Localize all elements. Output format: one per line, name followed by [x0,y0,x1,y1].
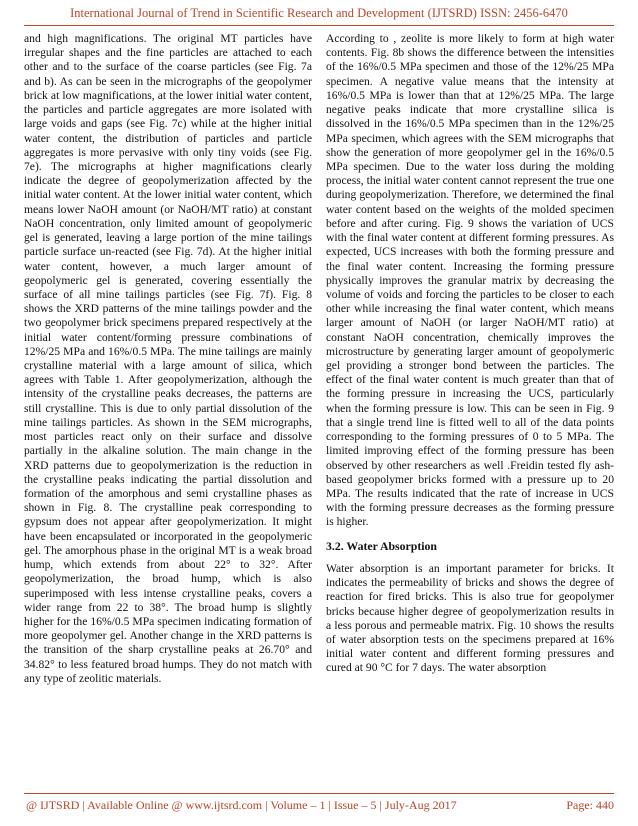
header-divider [24,25,614,26]
body-paragraph: Water absorption is an important parameter for bricks. It indicates the permeability of bricks and shows the degree of reaction for fired bricks. This is also true for geopolymer bricks because higher degree of geopolymerization results in a less porous and permeable matrix. Fig. 10 shows the results of water absorption tests on the specimens prepared at 16% initial water content and different forming pressures and cured at 90 °C for 7 days. The water absorption [326,561,614,675]
body-paragraph: and high magnifications. The original MT particles have irregular shapes and the fine particles are attached to each other and to the surface of the coarse particles (see Fig. 7a and b). As can be seen in the micrographs of the geopolymer brick at low magnifications, at the lower initial water content, the particles and particle aggregates are more isolated with large voids and gaps (see Fig. 7c) while at the higher initial water content, the distribution of particles and particle aggregates is more pervasive with only tiny voids (see Fig. 7e). The micrographs at higher magnifications clearly indicate the degree of geopolymerization affected by the initial water content. At the lower initial water content, which means lower NaOH amount (or NaOH/MT ratio) at constant NaOH concentration, only limited amount of geopolymeric gel is generated, leaving a large portion of the mine tailings particle surface un-reacted (see Fig. 7d). At the higher initial water content, however, a much larger amount of geopolymeric gel is generated, covering essentially the surface of all mine tailings particles (see Fig. 7f). Fig. 8 shows the XRD patterns of the mine tailings powder and the two geopolymer brick specimens prepared respectively at the initial water content/forming pressure combinations of 12%/25 MPa and 16%/0.5 MPa. The mine tailings are mainly crystalline material with a large amount of silica, which agrees with Table 1. After geopolymerization, although the intensity of the crystalline peaks decreases, the patterns are still crystalline. This is due to only partial dissolution of the mine tailings particles. As shown in the SEM micrographs, most particles react only on their surface and dissolve partially in the alkaline solution. The main change in the XRD patterns due to geopolymerization is the reduction in the crystalline peaks indicating the partial dissolution and formation of the amorphous and semi crystalline phases as shown in Fig. 8. The crystalline peak corresponding to gypsum does not appear after geopolymerization. It might have been encapsulated or incorporated in the geopolymeric gel. The amorphous phase in the original MT is a weak broad hump, which extends from about 22° to 32°. After geopolymerization, the broad hump, which is also superimposed with less intense crystalline peaks, covers a wider range from 22 to 38°. The broad hump is slightly higher for the 16%/0.5 MPa specimen indicating formation of more geopolymer gel. Another change in the XRD patterns is the transition of the sharp crystalline peaks at 26.70° and 34.82° to less featured broad humps. They do not match with any type of zeolitic materials. [24,32,312,685]
journal-header: International Journal of Trend in Scientific Research and Development (IJTSRD) ISSN: 2456-6470 [70,6,568,20]
left-column [24,32,312,787]
footer-divider [24,793,614,794]
right-column [326,32,614,787]
section-heading: 3.2. Water Absorption [326,538,437,553]
page-footer [24,798,614,816]
footer-citation: @ IJTSRD | Available Online @ www.ijtsrd.com | Volume – 1 | Issue – 5 | July-Aug 2017 [26,798,457,812]
body-paragraph: According to , zeolite is more likely to form at high water contents. Fig. 8b shows the difference between the intensities of the 16%/0.5 MPa specimen and those of the 12%/25 MPa specimen. A negative value means that the intensity at 16%/0.5 MPa is lower than that at 12%/25 MPa. The large negative peaks indicate that more crystalline silica is dissolved in the 16%/0.5 MPa specimen than in the 12%/25 MPa specimen, which agrees with the SEM micrographs that show the generation of more geopolymer gel in the 16%/0.5 MPa specimen. Due to the water loss during the molding process, the initial water content cannot represent the true one during geopolymerization. Therefore, we determined the final water content based on the weights of the molded specimen before and after curing. Fig. 9 shows the variation of UCS with the final water content at different forming pressures. As expected, UCS increases with both the forming pressure and the final water content. Increasing the forming pressure physically improves the granular matrix by decreasing the volume of voids and forcing the particles to be closer to each other while increasing the final water content, which means larger amount of NaOH (or larger NaOH/MT ratio) at constant NaOH concentration, chemically improves the microstructure by generating larger amount of geopolymeric gel providing a stronger bond between the particles. The effect of the final water content is much greater than that of the forming pressure in increasing the UCS, particularly when the forming pressure is low. This can be seen in Fig. 9 that a single trend line is fitted well to all of the data points corresponding to the forming pressures of 0 to 5 MPa. The limited improving effect of the forming pressure has been observed by other researchers as well .Freidin tested fly ash-based geopolymer bricks formed with a pressure up to 20 MPa. The results indicated that the rate of increase in UCS with the forming pressure decreases as the forming pressure is higher. [326,32,614,529]
page-number: Page: 440 [566,798,614,812]
